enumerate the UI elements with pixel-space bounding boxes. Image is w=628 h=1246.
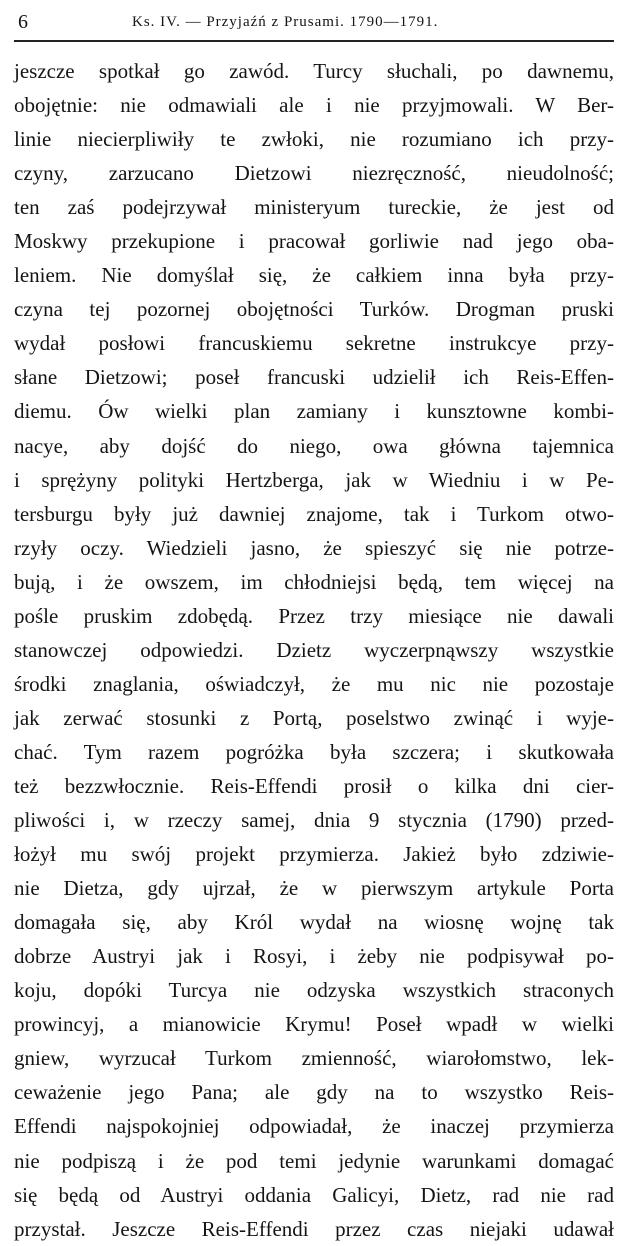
text-line: nie Dietza, gdy ujrzał, że w pierwszym artykule Porta bbox=[14, 876, 614, 901]
text-line: chać. Tym razem pogróżka była szczera; i skutkowała bbox=[14, 739, 614, 764]
text-line: też bezzwłocznie. Reis-Effendi prosił o kilka dni cier- bbox=[14, 773, 614, 798]
header-rule bbox=[14, 40, 614, 42]
text-line: tersburgu były już dawniej znajome, tak i Turkom otwo- bbox=[14, 501, 614, 526]
text-line: czyny, zarzucano Dietzowi niezręczność, nieudolność; bbox=[14, 161, 614, 186]
text-line: gniew, wyrzucał Turkom zmienność, wiarołomstwo, lek- bbox=[14, 1046, 614, 1071]
text-line: ceważenie jego Pana; ale gdy na to wszystko Reis- bbox=[14, 1080, 614, 1105]
text-line: dobrze Austryi jak i Rosyi, i żeby nie podpisywał po- bbox=[14, 944, 614, 969]
text-line: pliwości i, w rzeczy samej, dnia 9 stycznia (1790) przed- bbox=[14, 808, 614, 833]
text-line: Moskwy przekupione i pracował gorliwie nad jego oba- bbox=[14, 229, 614, 254]
text-line: jak zerwać stosunki z Portą, poselstwo zwinąć i wyje- bbox=[14, 705, 614, 730]
text-line: pośle pruskim zdobędą. Przez trzy miesiące nie dawali bbox=[14, 603, 614, 628]
text-line: i sprężyny polityki Hertzberga, jak w Wiedniu i w Pe- bbox=[14, 467, 614, 492]
text-line: obojętnie: nie odmawiali ale i nie przyjmowali. W Ber- bbox=[14, 93, 614, 118]
text-line: jeszcze spotkał go zawód. Turcy słuchali, po dawnemu, bbox=[14, 59, 614, 83]
text-line: łożył mu swój projekt przymierza. Jakież było zdziwie- bbox=[14, 842, 614, 867]
text-line: bują, i że owszem, im chłodniejsi będą, tem więcej na bbox=[14, 569, 614, 594]
text-line: się będą od Austryi oddania Galicyi, Dietz, rad nie rad bbox=[14, 1182, 614, 1207]
body-text bbox=[14, 54, 614, 1246]
text-line: ten zaś podejrzywał ministeryum tureckie, że jest od bbox=[14, 195, 614, 220]
text-line: środki znaglania, oświadczył, że mu nic nie pozostaje bbox=[14, 671, 614, 696]
text-line: diemu. Ów wielki plan zamiany i kunsztowne kombi- bbox=[14, 399, 614, 424]
text-line: słane Dietzowi; poseł francuski udzielił ich Reis-Effen- bbox=[14, 365, 614, 390]
page-number: 6 bbox=[18, 11, 28, 33]
page-header bbox=[14, 8, 614, 38]
text-line: Effendi najspokojniej odpowiadał, że inaczej przymierza bbox=[14, 1114, 614, 1139]
text-line: leniem. Nie domyślał się, że całkiem inna była przy- bbox=[14, 263, 614, 288]
text-line: nie podpiszą i że pod temi jedynie warunkami domagać bbox=[14, 1148, 614, 1173]
text-line: prowincyj, a mianowicie Krymu! Poseł wpadł w wielki bbox=[14, 1012, 614, 1037]
text-line: stanowczej odpowiedzi. Dzietz wyczerpnąwszy wszystkie bbox=[14, 637, 614, 662]
text-line: nacye, aby dojść do niego, owa główna tajemnica bbox=[14, 433, 614, 458]
text-line: domagała się, aby Król wydał na wiosnę wojnę tak bbox=[14, 910, 614, 935]
text-line: rzyły oczy. Wiedzieli jasno, że spieszyć się nie potrze- bbox=[14, 535, 614, 560]
text-line: przystał. Jeszcze Reis-Effendi przez czas niejaki udawał bbox=[14, 1216, 614, 1241]
running-title: Ks. IV. — Przyjaźń z Prusami. 1790—1791. bbox=[132, 14, 439, 30]
text-line: koju, dopóki Turcya nie odzyska wszystkich straconych bbox=[14, 978, 614, 1003]
text-line: wydał posłowi francuskiemu sekretne instrukcye przy- bbox=[14, 331, 614, 356]
text-line: linie niecierpliwiły te zwłoki, nie rozumiano ich przy- bbox=[14, 127, 614, 152]
text-line: czyna tej pozornej obojętności Turków. Drogman pruski bbox=[14, 297, 614, 322]
